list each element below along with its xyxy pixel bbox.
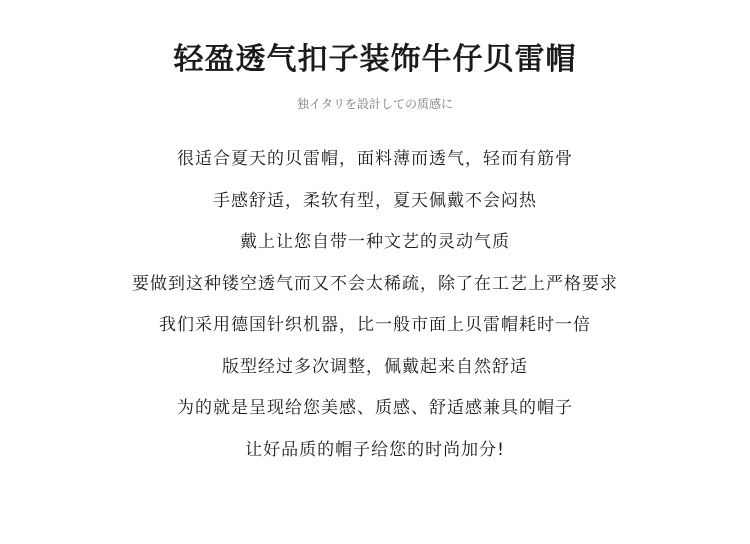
description-line: 很适合夏天的贝雷帽，面料薄而透气，轻而有筋骨: [177, 149, 573, 169]
description-line: 戴上让您自带一种文艺的灵动气质: [240, 232, 510, 252]
description-line: 让好品质的帽子给您的时尚加分!: [245, 439, 505, 460]
page-subtitle: 独イタリを設計しての质感に: [296, 97, 453, 111]
description-line: 手感舒适，柔软有型，夏天佩戴不会闷热: [213, 190, 537, 211]
description-line: 版型经过多次调整，佩戴起来自然舒适: [222, 356, 528, 377]
page-title: 轻盈透气扣子装饰牛仔贝雷帽: [173, 42, 577, 77]
description-text-block: [0, 145, 750, 477]
description-line: 要做到这种镂空透气而又不会太稀疏，除了在工艺上严格要求: [132, 273, 618, 294]
description-line: 为的就是呈现给您美感、质感、舒适感兼具的帽子: [177, 398, 573, 418]
description-line: 我们采用德国针织机器，比一般市面上贝雷帽耗时一倍: [159, 315, 591, 335]
